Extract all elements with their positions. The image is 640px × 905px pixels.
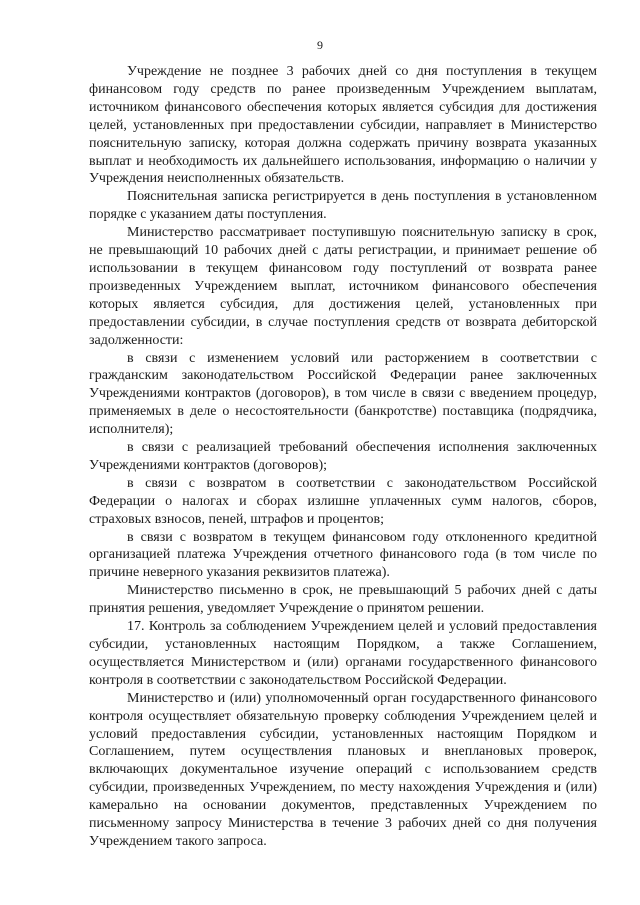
list-item-contract-termination: в связи с изменением условий или расторжением в соответствии с гражданским законодательством Российской Федерации ранее заключенных Учреждениями контрактов (договоров), в том числе в связи с введением процедур, применяемых в деле о несостоятельности (банкротстве) поставщика (подрядчика, исполнителя); <box>89 350 597 438</box>
paragraph-decision-notice: Министерство письменно в срок, не превышающий 5 рабочих дней с даты принятия решения, уведомляет Учреждение о принятом решении. <box>89 583 597 617</box>
document-body <box>89 63 597 851</box>
paragraph-refund-notice: Учреждение не позднее 3 рабочих дней со дня поступления в текущем финансовом году средств по ранее произведенным Учреждением выплатам, источником финансового обеспечения которых является субсидия для достижения целей, установленных при предоставлении субсидии, направляет в Министерство пояснительную записку, которая должна содержать причину возврата указанных выплат и необходимость их дальнейшего использования, информацию о наличии у Учреждения неисполненных обязательств. <box>89 64 597 187</box>
list-item-tax-refund: в связи с возвратом в соответствии с законодательством Российской Федерации о налогах и сборах излишне уплаченных сумм налогов, сборов, страховых взносов, пеней, штрафов и процентов; <box>89 475 597 527</box>
paragraph-audit-procedure: Министерство и (или) уполномоченный орган государственного финансового контроля осуществляет обязательную проверку соблюдения Учреждением целей и условий предоставления субсидии, установленных настоящим Порядком и Соглашением, путем осуществления плановых и внеплановых проверок, включающих документальное изучение операций с использованием средств субсидии, произведенных Учреждением, по месту нахождения Учреждения и (или) камерально на основании документов, представленных Учреждением по письменному запросу Министерства в течение 3 рабочих дней со дня получения Учреждением такого запроса. <box>89 690 597 849</box>
list-item-rejected-payment: в связи с возвратом в текущем финансовом году отклоненного кредитной организацией платежа Учреждения отчетного финансового года (в том числе по причине неверного указания реквизитов платежа). <box>89 529 597 581</box>
paragraph-note-registration: Пояснительная записка регистрируется в день поступления в установленном порядке с указанием даты поступления. <box>89 189 597 223</box>
paragraph-ministry-review: Министерство рассматривает поступившую пояснительную записку в срок, не превышающий 10 рабочих дней с даты регистрации, и принимает решение об использовании в текущем финансовом году поступлений от возврата ранее произведенных Учреждением выплат, источником финансового обеспечения которых является субсидия, для достижения целей, установленных при предоставлении субсидии, в случае поступления средств от возврата дебиторской задолженности: <box>89 225 597 348</box>
page-number: 9 <box>317 38 323 52</box>
list-item-contract-security: в связи с реализацией требований обеспечения исполнения заключенных Учреждениями контрактов (договоров); <box>89 440 597 473</box>
paragraph-section-17-control: 17. Контроль за соблюдением Учреждением целей и условий предоставления субсидии, установленных настоящим Порядком, а также Соглашением, осуществляется Министерством и (или) органами государственного финансового контроля в соответствии с законодательством Российской Федерации. <box>89 619 597 688</box>
